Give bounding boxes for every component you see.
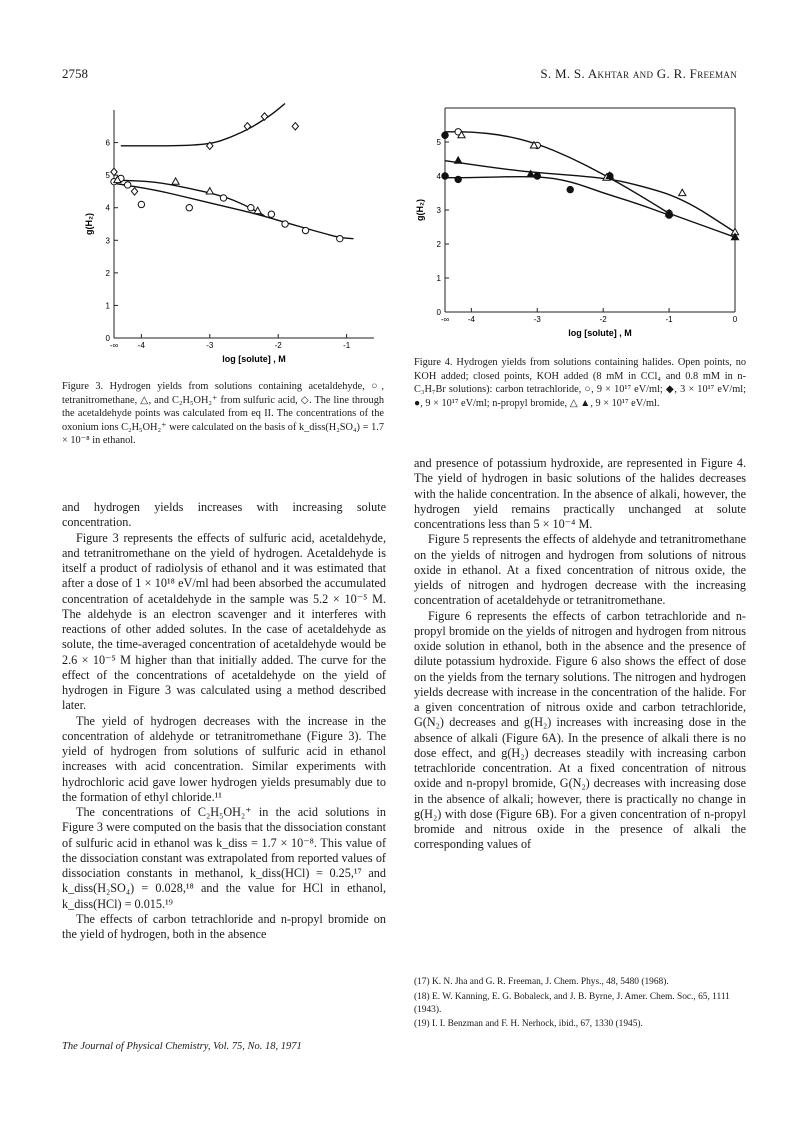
data-point bbox=[206, 188, 213, 194]
x-tick-label: -∞ bbox=[440, 315, 450, 324]
x-tick-label: -3 bbox=[533, 315, 541, 324]
y-tick-label: 5 bbox=[436, 138, 441, 147]
y-tick-label: 1 bbox=[436, 274, 441, 283]
y-tick-label: 4 bbox=[436, 172, 441, 181]
y-tick-label: 5 bbox=[105, 171, 110, 181]
paragraph: The yield of hydrogen decreases with the increase in the concentration of aldehyde or tetranitromethane (Figure 3). The yield of hydrogen from solutions of sulfuric acid in ethanol increases with acid concentration. Similar experiments with hydrochloric acid gave lower hydrogen yields presumably due to the formation of ethyl chloride.¹¹ bbox=[62, 713, 386, 804]
data-point bbox=[679, 189, 686, 195]
y-tick-label: 1 bbox=[105, 301, 110, 311]
right-column bbox=[414, 456, 746, 853]
figure-3-chart bbox=[62, 100, 382, 362]
x-tick-label: -4 bbox=[137, 341, 145, 350]
y-tick-label: 3 bbox=[105, 236, 110, 246]
data-point bbox=[292, 123, 298, 130]
reference: (17) K. N. Jha and G. R. Freeman, J. Chem. Phys., 48, 5480 (1968). bbox=[414, 977, 669, 987]
y-axis-label: g(H₂) bbox=[415, 199, 425, 221]
data-point bbox=[455, 176, 461, 182]
data-point bbox=[111, 168, 117, 175]
fit-curve bbox=[121, 103, 285, 145]
data-point bbox=[261, 113, 267, 120]
data-point bbox=[534, 173, 540, 179]
data-point bbox=[124, 182, 130, 188]
figure-3-caption: Figure 3. Hydrogen yields from solutions containing acetaldehyde, ○, tetranitromethane, △, and C₂H₅OH₂⁺ from sulfuric acid, ◇. The line through the acetaldehyde points was calculated from eq II. The concentrations of the oxonium ions C₂H₅OH₂⁺ were calculated on the basis of k_diss(H₂SO₄) = 1.7 × 10⁻⁸ in ethanol. bbox=[62, 381, 384, 447]
y-tick-label: 0 bbox=[105, 334, 110, 343]
y-tick-label: 4 bbox=[105, 203, 110, 213]
paragraph: and hydrogen yields increases with increasing solute concentration. bbox=[62, 500, 386, 530]
data-point bbox=[138, 201, 144, 207]
x-tick-label: -1 bbox=[665, 315, 673, 324]
data-point bbox=[455, 157, 462, 163]
paragraph: Figure 6 represents the effects of carbon tetrachloride and n-propyl bromide on the yields of nitrogen and hydrogen from nitrous oxide solution in ethanol, both in the absence and the presence of dilute potassium hydroxide. Figure 6 also shows the effect of dose on the yields from the ternary solutions. The nitrogen and hydrogen yields decrease with increase in the concentration of the halide. For a given concentration of nitrous oxide and carbon tetrachloride, G(N₂) decreases and g(H₂) increases with increasing dose in the absence of alkali (Figure 6A). In the presence of alkali there is no dose effect, and g(H₂) decreases steadily with increasing carbon tetrachloride concentration. At a fixed concentration of nitrous oxide and n-propyl bromide, G(N₂) decreases with increasing dose in the absence of alkali; however, there is practically no change in g(H₂) with dose (Figure 6B). For a given concentration of n-propyl bromide and nitrous oxide in the presence of alkali the corresponding values of bbox=[414, 608, 746, 852]
data-point bbox=[172, 178, 179, 184]
x-tick-label: -3 bbox=[206, 341, 214, 350]
figure-4-chart bbox=[415, 100, 750, 355]
x-tick-label: -2 bbox=[599, 315, 607, 324]
paragraph: Figure 3 represents the effects of sulfuric acid, acetaldehyde, and tetranitromethane on the yield of hydrogen. Acetaldehyde is itself a product of radiolysis of ethanol and it was estimated that after a dose of 1 × 10¹⁸ eV/ml had been absorbed the accumulated concentration of acetaldehyde in the sample was 5.2 × 10⁻⁵ M. The aldehyde is an electron scavenger and it interferes with reactions of other added solutes. In the case of acetaldehyde as solute, the time-averaged concentration of acetaldehyde would be 2.6 × 10⁻⁵ M higher than that initially added. The curve for the effect of the concentrations of acetaldehyde on the yield of hydrogen in Figure 3 was calculated using a method described later. bbox=[62, 530, 386, 713]
y-tick-label: 3 bbox=[436, 206, 441, 215]
x-axis-label: log [solute] , M bbox=[568, 328, 632, 338]
data-point bbox=[220, 195, 226, 201]
y-tick-label: 2 bbox=[436, 240, 441, 249]
journal-footer: The Journal of Physical Chemistry, Vol. 75, No. 18, 1971 bbox=[62, 1041, 302, 1052]
references bbox=[414, 976, 746, 1033]
figure-4 bbox=[415, 100, 750, 355]
data-point bbox=[302, 227, 308, 233]
y-tick-label: 2 bbox=[105, 268, 110, 278]
paragraph: and presence of potassium hydroxide, are represented in Figure 4. The yield of hydrogen in basic solutions of the halides decreases with the halide concentration. In the absence of alkali, however, the hydrogen yield remains practically unchanged at solute concentrations less than 5 × 10⁻⁴ M. bbox=[414, 456, 746, 531]
reference: (19) I. I. Benzman and F. H. Nerhock, ibid., 67, 1330 (1945). bbox=[414, 1019, 643, 1030]
fit-curve bbox=[445, 132, 669, 214]
x-tick-label: -2 bbox=[274, 341, 282, 350]
data-point bbox=[337, 235, 343, 241]
reference: (18) E. W. Kanning, E. G. Bobaleck, and J. B. Byrne, J. Amer. Chem. Soc., 65, 1111 (1943). bbox=[414, 991, 730, 1015]
fit-curve bbox=[114, 183, 353, 238]
x-tick-label: 0 bbox=[732, 315, 738, 324]
page-number: 2758 bbox=[62, 66, 88, 81]
paragraph: Figure 5 represents the effects of aldehyde and tetranitromethane on the yields of nitrogen and hydrogen from solutions of nitrous oxide in ethanol. At a fixed concentration of nitrous oxide, the yields of nitrogen and hydrogen decrease with the increasing concentration of acetaldehyde or tetranitromethane. bbox=[414, 532, 746, 608]
paragraph: The effects of carbon tetrachloride and n-propyl bromide on the yield of hydrogen, both in the absence bbox=[62, 911, 386, 941]
running-head: S. M. S. Akhtar and G. R. Freeman bbox=[540, 66, 737, 81]
data-point bbox=[282, 221, 288, 227]
figure-3 bbox=[62, 100, 382, 362]
fit-curve bbox=[445, 177, 669, 215]
data-point bbox=[567, 186, 573, 192]
figure-4-caption: Figure 4. Hydrogen yields from solutions containing halides. Open points, no KOH added; closed points, KOH added (8 mM in CCl₄ and 0.8 mM in n-C₃H₇Br solutions): carbon tetrachloride, ○, 9 × 10¹⁷ eV/ml; ◆, 3 × 10¹⁷ eV/ml; ●, 9 × 10¹⁷ eV/ml; n-propyl bromide, △ ▲, 9 × 10¹⁷ eV/ml. bbox=[414, 357, 746, 409]
paragraph: The concentrations of C₂H₅OH₂⁺ in the acid solutions in Figure 3 were computed on the basis that the dissociation constant of sulfuric acid in ethanol was k_diss = 1.7 × 10⁻⁸. This value of the dissociation constant was extrapolated from reported values of dissociation constants in methanol, k_diss(HCl) = 0.25,¹⁷ and k_diss(H₂SO₄) = 0.028,¹⁸ and the value for HCl in ethanol, k_diss(HCl) = 0.015.¹⁹ bbox=[62, 805, 386, 911]
y-tick-label: 6 bbox=[105, 138, 110, 148]
x-tick-label: -∞ bbox=[109, 341, 119, 350]
y-axis-label: g(H₂) bbox=[84, 213, 94, 235]
x-tick-label: -4 bbox=[467, 315, 475, 324]
y-tick-label: 0 bbox=[436, 308, 441, 317]
data-point bbox=[442, 173, 448, 179]
data-point bbox=[268, 211, 274, 217]
data-point bbox=[186, 205, 192, 211]
left-column bbox=[62, 500, 386, 942]
x-tick-label: -1 bbox=[343, 341, 351, 350]
data-point bbox=[131, 188, 137, 195]
data-point bbox=[248, 205, 254, 211]
x-axis-label: log [solute] , M bbox=[222, 354, 286, 364]
